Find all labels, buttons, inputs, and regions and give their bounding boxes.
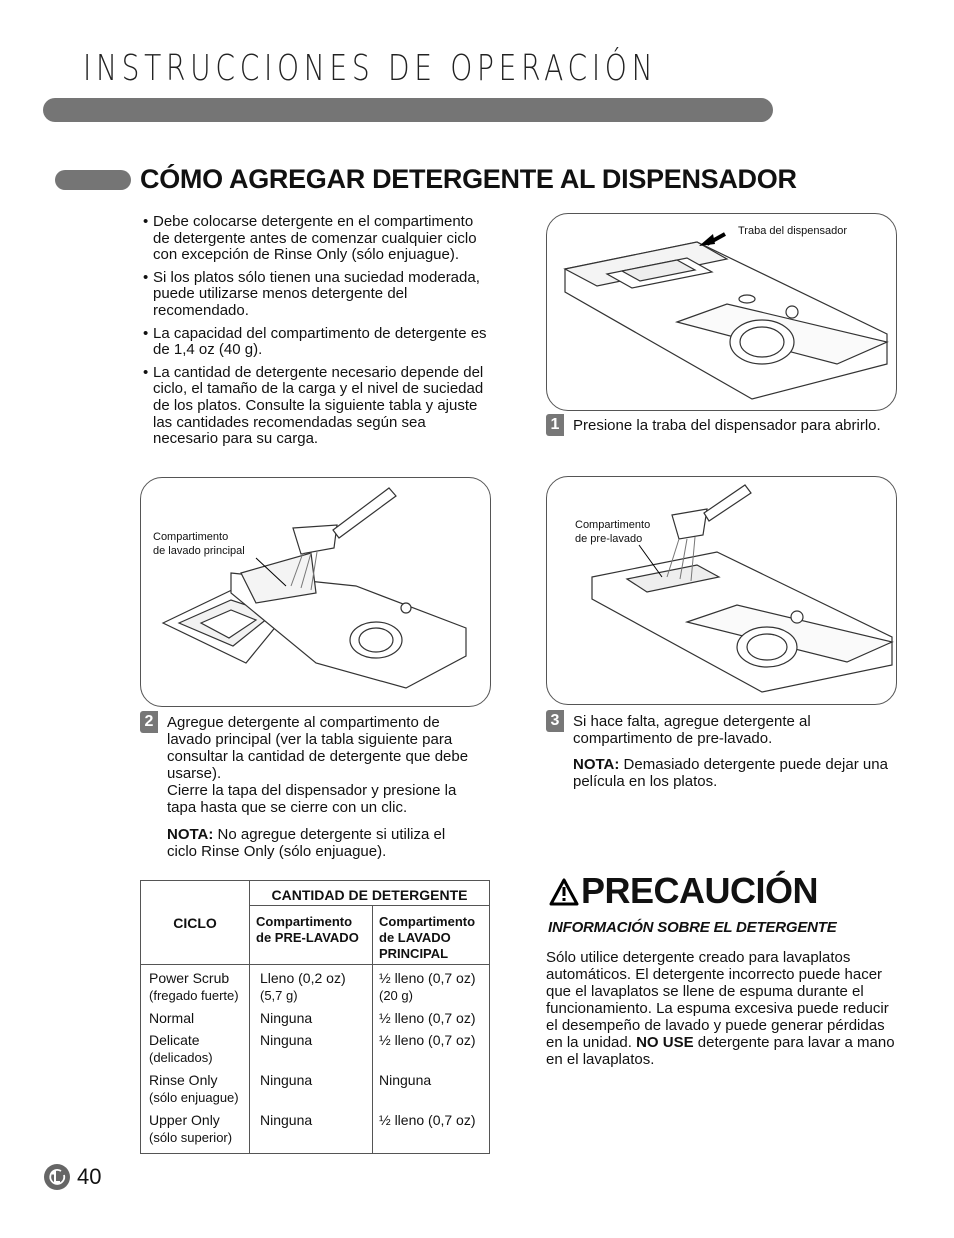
- instruction-bullets: [143, 214, 488, 454]
- pre-wash-amount: Ninguna: [260, 1010, 313, 1026]
- cycle-name: Rinse Only: [149, 1072, 218, 1088]
- step-number-3: 3: [546, 710, 564, 732]
- table-row: [141, 1067, 490, 1107]
- bullet-item: • La capacidad del compartimento de detergente es de 1,4 oz (40 g).: [143, 326, 488, 359]
- step-2-instruction: Agregue detergente al compartimento de lavado principal (ver la tabla siguiente para consultar la cantidad de detergente que debe usarse).: [167, 714, 469, 782]
- bullet-item: • La cantidad de detergente necesario depende del ciclo, el tamaño de la carga y el nivel de suciedad de los platos. Consulte la siguiente tabla y ajuste las cantidades recomendadas según sea necesario para su carga.: [143, 365, 488, 448]
- main-wash-grams: (20 g): [379, 988, 413, 1003]
- main-wash-amount: ½ lleno (0,7 oz): [379, 1032, 476, 1048]
- col-header-main-wash: Compartimento de LAVADO PRINCIPAL: [373, 906, 490, 965]
- step-3-note: [573, 756, 893, 790]
- pre-wash-amount: Ninguna: [260, 1072, 313, 1088]
- table-row: [141, 965, 490, 1006]
- latch-label: Traba del dispensador: [738, 225, 848, 237]
- figure-dispenser-latch: [546, 213, 897, 411]
- pre-wash-label-line2: de pre-lavado: [575, 533, 643, 545]
- note-text: Demasiado detergente puede dejar una película en los platos.: [573, 756, 888, 790]
- caution-emphasis: NO USE: [636, 1034, 694, 1051]
- col-header-pre-wash: Compartimento de PRE-LAVADO: [250, 906, 373, 965]
- bullet-item: • Si los platos sólo tienen una suciedad moderada, puede utilizarse menos detergente del recomendado.: [143, 270, 488, 320]
- pre-wash-amount: Ninguna: [260, 1112, 313, 1128]
- step-2-close-instruction: Cierre la tapa del dispensador y presione la tapa hasta que se cierre con un clic.: [167, 782, 457, 816]
- step-3-text: Si hace falta, agregue detergente al compartimento de pre-lavado.: [573, 713, 811, 747]
- bullet-item: • Debe colocarse detergente en el compartimento de detergente antes de comenzar cualquier ciclo con excepción de Rinse Only (sólo enjuague).: [143, 214, 488, 264]
- main-wash-label-line2: de lavado principal: [153, 545, 245, 557]
- cycle-subtitle: (sólo superior): [149, 1130, 233, 1145]
- cycle-subtitle: (delicados): [149, 1050, 213, 1065]
- cycle-name: Upper Only: [149, 1112, 220, 1128]
- step-2-note: [167, 826, 467, 860]
- figure-main-wash-compartment: [140, 477, 491, 707]
- caution-text: Sólo utilice detergente creado para lavaplatos automáticos. El detergente incorrecto puede hacer que el lavaplatos se llene de espuma durante el funcionamiento. La espuma excesiva puede reducir el desempeño de lavado y puede generar pérdidas en la unidad.: [546, 949, 889, 1051]
- caution-subtitle: INFORMACIÓN SOBRE EL DETERGENTE: [548, 919, 837, 936]
- table-row: [141, 1027, 490, 1067]
- caution-text-end: detergente para lavar a mano en el lavaplatos.: [546, 1034, 895, 1068]
- note-label: NOTA:: [573, 756, 620, 773]
- detergent-amount-table: [140, 880, 490, 1154]
- figure-pre-wash-compartment: [546, 476, 897, 705]
- table-row: [141, 1005, 490, 1027]
- pre-wash-grams: (5,7 g): [260, 988, 298, 1003]
- lg-logo-icon: [44, 1164, 70, 1190]
- section-title: CÓMO AGREGAR DETERGENTE AL DISPENSADOR: [140, 164, 797, 194]
- pre-wash-amount: Ninguna: [260, 1032, 313, 1048]
- step-number-1: 1: [546, 414, 564, 436]
- cycle-name: Power Scrub: [149, 970, 230, 986]
- main-wash-label-line1: Compartimento: [153, 531, 229, 543]
- cycle-name: Normal: [149, 1010, 195, 1026]
- note-label: NOTA:: [167, 826, 214, 843]
- open-dispenser-illustration: [141, 478, 490, 706]
- dispenser-illustration: [547, 214, 896, 410]
- caution-body: [546, 949, 896, 1068]
- step-2-text: [167, 714, 482, 816]
- step-number-2: 2: [140, 711, 158, 733]
- main-wash-amount: ½ lleno (0,7 oz): [379, 1112, 476, 1128]
- pre-wash-label-line1: Compartimento: [575, 519, 651, 531]
- pre-wash-dispenser-illustration: [547, 477, 896, 704]
- col-header-amount: CANTIDAD DE DETERGENTE: [250, 881, 490, 906]
- cycle-subtitle: (fregado fuerte): [149, 988, 239, 1003]
- section-pill-decoration: [55, 170, 131, 190]
- table-row: [141, 1107, 490, 1154]
- warning-triangle-icon: [549, 878, 579, 906]
- pre-wash-amount: Lleno (0,2 oz): [260, 970, 346, 986]
- col-header-cycle: CICLO: [141, 881, 250, 965]
- caution-title: PRECAUCIÓN: [581, 870, 819, 911]
- page-header-title: INSTRUCCIONES DE OPERACIÓN: [83, 48, 658, 89]
- cycle-name: Delicate: [149, 1032, 200, 1048]
- note-text: No agregue detergente si utiliza el ciclo Rinse Only (sólo enjuague).: [167, 826, 446, 860]
- main-wash-amount: Ninguna: [379, 1072, 432, 1088]
- page-number: 40: [77, 1164, 102, 1189]
- cycle-subtitle: (sólo enjuague): [149, 1090, 239, 1105]
- step-1-text: Presione la traba del dispensador para abrirlo.: [573, 417, 881, 434]
- main-wash-amount: ½ lleno (0,7 oz): [379, 1010, 476, 1026]
- main-wash-amount: ½ lleno (0,7 oz): [379, 970, 476, 986]
- header-bar: [43, 98, 773, 122]
